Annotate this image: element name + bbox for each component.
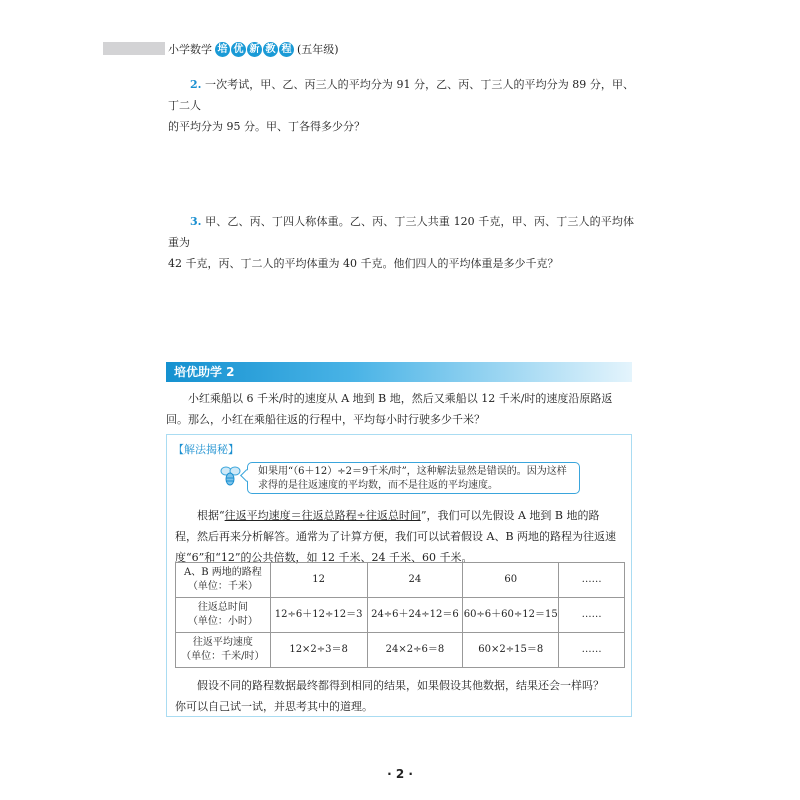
question-number: 3. — [190, 215, 202, 228]
brand-char: 教 — [263, 42, 278, 57]
table-cell: 12÷6＋12÷12＝3 — [270, 598, 367, 633]
row-header-text: A、B 两地的路程 — [183, 567, 262, 578]
table-row — [176, 563, 625, 598]
text: 程，然后再来分析解答。通常为了计算方便，我们可以试着假设 A、B 两地的路程为往返速 — [175, 530, 617, 543]
row-header-text: 往返平均速度 — [192, 637, 253, 648]
question-2 — [168, 74, 634, 137]
question-text: 一次考试，甲、乙、丙三人的平均分为 91 分，乙、丙、丁三人的平均分为 89 分，甲、丁二人 — [168, 78, 635, 112]
running-header — [168, 41, 339, 57]
problem-line: 回。那么，小红在乘船往返的行程中，平均每小时行驶多少千米？ — [166, 413, 485, 426]
subject-label: 小学数学 — [168, 43, 212, 56]
table-cell: 24×2÷6＝8 — [367, 633, 463, 668]
table-cell: 60 — [463, 563, 559, 598]
table-cell: 12 — [270, 563, 367, 598]
table-cell: 24 — [367, 563, 463, 598]
row-header-unit: （单位：千米/时） — [181, 651, 265, 662]
row-header — [176, 633, 271, 668]
brand-char: 新 — [247, 42, 262, 57]
brand-logo — [215, 42, 294, 57]
brand-char: 优 — [231, 42, 246, 57]
bee-mascot-icon — [218, 464, 242, 488]
problem-text — [166, 388, 632, 430]
table-row — [176, 633, 625, 668]
text: 根据“ — [197, 509, 225, 522]
row-header — [176, 598, 271, 633]
closing-paragraph — [175, 675, 625, 717]
row-header-text: 往返总时间 — [197, 602, 248, 613]
page-number: · 2 · — [387, 767, 413, 781]
table-cell: 24÷6＋24÷12＝6 — [367, 598, 463, 633]
text: 假设不同的路程数据最终都得到相同的结果，如果假设其他数据，结果还会一样吗？ — [197, 679, 604, 692]
text: 你可以自己试一试，并思考其中的道理。 — [175, 700, 373, 713]
question-text: 甲、乙、丙、丁四人称体重。乙、丙、丁三人共重 120 千克，甲、丙、丁三人的平均体重为 — [168, 215, 634, 249]
row-header-unit: （单位：千米） — [187, 581, 258, 592]
row-header-unit: （单位：小时） — [187, 616, 258, 627]
table-cell: …… — [559, 598, 625, 633]
table-cell: …… — [559, 633, 625, 668]
header-bar — [103, 42, 165, 55]
question-number: 2. — [190, 78, 202, 91]
tip-text: 如果用“（6＋12）÷2＝9千米/时”，这种解法显然是错误的。因为这样 — [258, 466, 567, 477]
question-text: 42 千克，丙、丁二人的平均体重为 40 千克。他们四人的平均体重是多少千克？ — [168, 257, 559, 270]
question-3 — [168, 211, 634, 274]
table-row — [176, 598, 625, 633]
solution-label: 【解法揭秘】 — [173, 443, 239, 456]
question-text: 的平均分为 95 分。甲、丁各得多少分？ — [168, 120, 365, 133]
formula: 往返平均速度＝往返总路程÷往返总时间 — [224, 509, 421, 522]
text: 度“6”和“12”的公共倍数，如 12 千米、24 千米、60 千米。 — [175, 551, 473, 564]
table-cell: 60×2÷15＝8 — [463, 633, 559, 668]
grade-label: (五年级) — [297, 43, 339, 56]
solution-paragraph — [175, 505, 625, 568]
section-title: 培优助学 2 — [166, 362, 632, 382]
row-header — [176, 563, 271, 598]
tip-text: 求得的是往返速度的平均数，而不是往返的平均速度。 — [258, 480, 498, 491]
text: ”，我们可以先假设 A 地到 B 地的路 — [420, 509, 600, 522]
problem-line: 小红乘船以 6 千米/时的速度从 A 地到 B 地，然后又乘船以 12 千米/时的速度沿原路返 — [188, 392, 613, 405]
table-cell: 12×2÷3＝8 — [270, 633, 367, 668]
table-cell: …… — [559, 563, 625, 598]
brand-char: 程 — [279, 42, 294, 57]
tip-speech-bubble — [247, 462, 580, 494]
speed-table — [175, 562, 625, 668]
table-cell: 60÷6＋60÷12＝15 — [463, 598, 559, 633]
brand-char: 培 — [215, 42, 230, 57]
